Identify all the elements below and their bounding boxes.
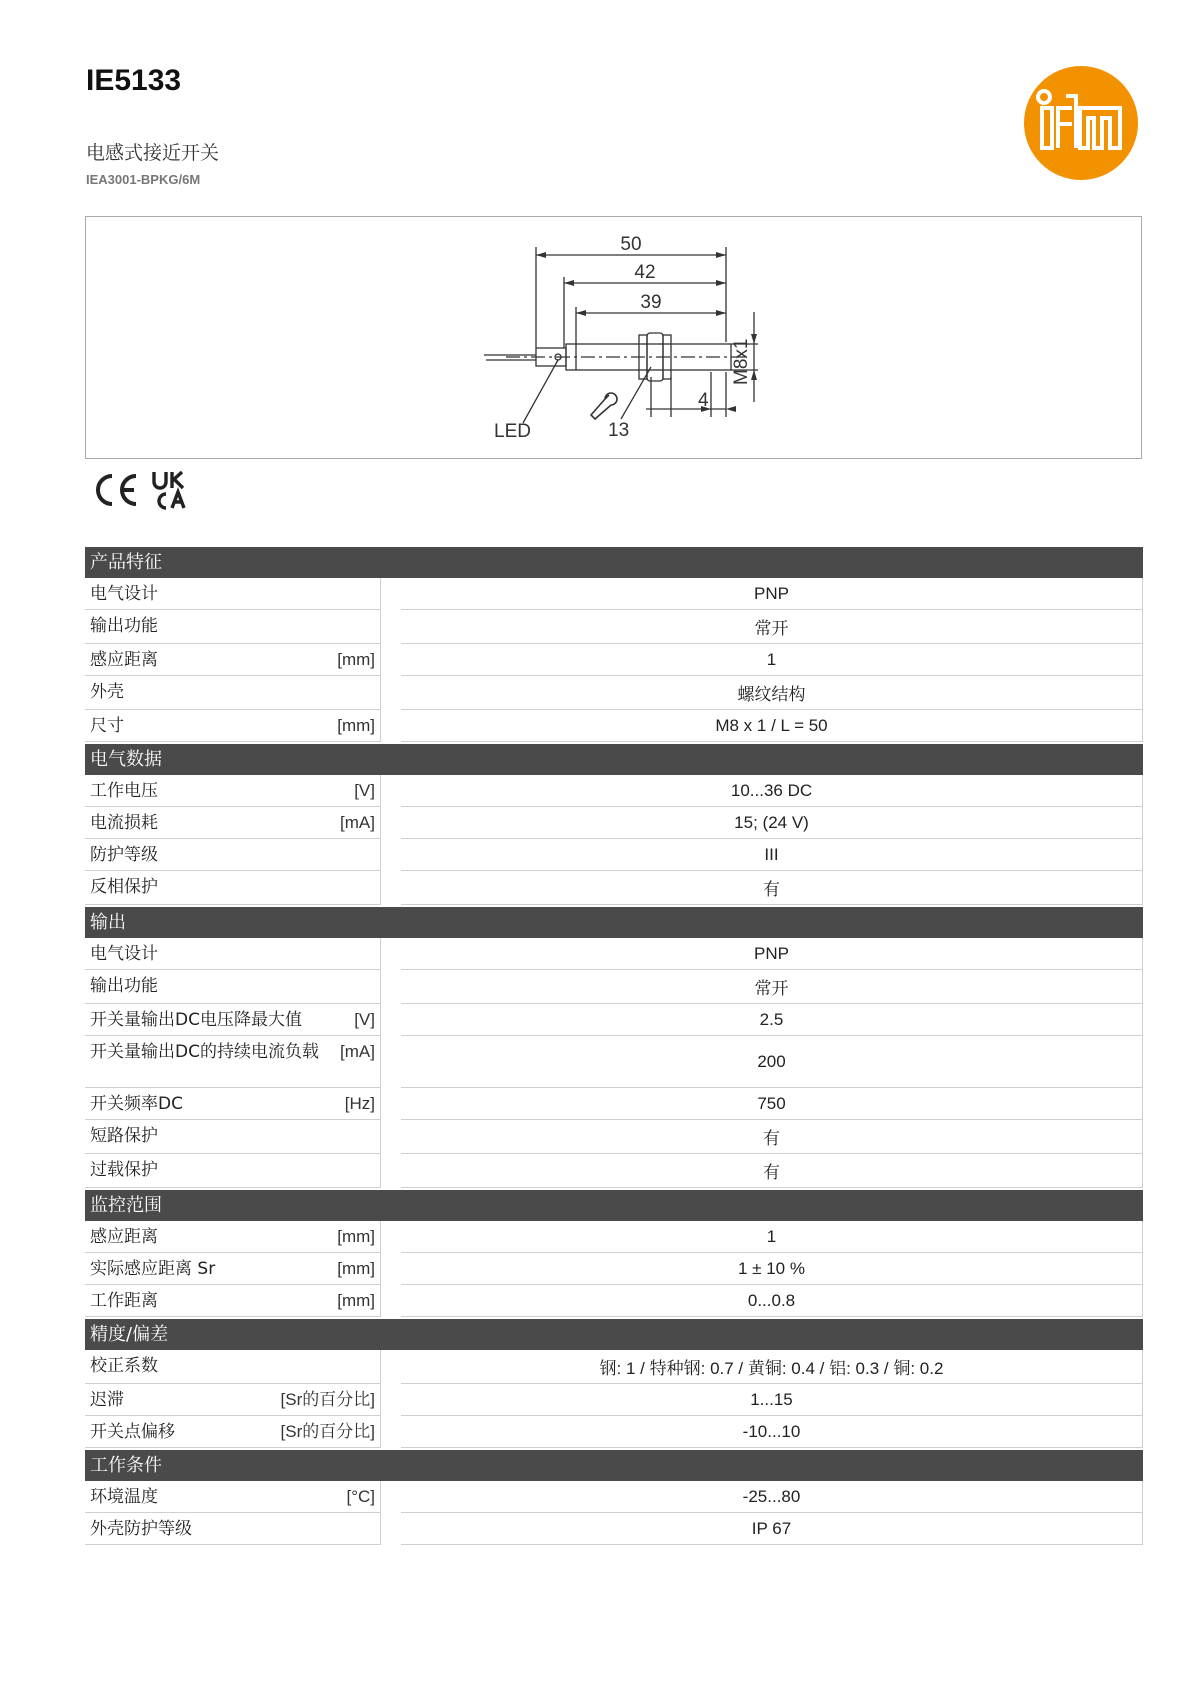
spec-row: [85, 1481, 1143, 1513]
spec-row: [85, 1513, 1143, 1545]
spec-label-cell: [85, 1088, 381, 1120]
spec-value: -25...80: [401, 1481, 1143, 1513]
dim-50-label: 50: [620, 234, 642, 255]
spec-unit: [mm]: [337, 650, 375, 669]
spec-value: 750: [401, 1088, 1143, 1120]
spec-unit: [V]: [354, 781, 375, 800]
spec-label: 开关量输出DC的持续电流负载: [90, 1042, 319, 1062]
spec-label-cell: [85, 1481, 381, 1513]
spec-unit: [mA]: [340, 813, 375, 832]
spec-row: [85, 1036, 1143, 1088]
dim-thread-label: M8x1: [731, 338, 752, 385]
spec-label: 反相保护: [90, 877, 158, 897]
section-header: 产品特征: [85, 547, 1143, 578]
spec-row: [85, 1416, 1143, 1448]
dimension-drawing: [85, 216, 1142, 459]
spec-row: [85, 1120, 1143, 1154]
spec-value: III: [401, 839, 1143, 871]
spec-label-cell: [85, 807, 381, 839]
spec-value: 1...15: [401, 1384, 1143, 1416]
spec-value: 有: [401, 1120, 1143, 1154]
section-header: 监控范围: [85, 1190, 1143, 1221]
spec-value: PNP: [401, 938, 1143, 970]
spec-value: 200: [401, 1036, 1143, 1088]
spec-label-cell: [85, 610, 381, 644]
spec-row: [85, 1384, 1143, 1416]
spec-label: 电气设计: [90, 584, 158, 604]
spec-label: 工作距离: [90, 1291, 158, 1311]
spec-label-cell: [85, 710, 381, 742]
spec-value: 1 ± 10 %: [401, 1253, 1143, 1285]
spec-value: 1: [401, 1221, 1143, 1253]
spec-row: [85, 1350, 1143, 1384]
spec-label-cell: [85, 1154, 381, 1188]
spec-unit: [V]: [354, 1010, 375, 1029]
spec-row: [85, 839, 1143, 871]
spec-label-cell: [85, 676, 381, 710]
spec-unit: [mm]: [337, 1259, 375, 1278]
spec-unit: [Sr的百分比]: [280, 1422, 375, 1441]
product-subtitle: 电感式接近开关: [86, 142, 220, 164]
wrench-icon: [591, 393, 617, 419]
spec-unit: [Hz]: [344, 1094, 375, 1113]
spec-label-cell: [85, 1120, 381, 1154]
spec-unit: [mA]: [340, 1042, 375, 1061]
spec-value: 10...36 DC: [401, 775, 1143, 807]
spec-label: 电气设计: [90, 944, 158, 964]
spec-value: 钢: 1 / 特种钢: 0.7 / 黄铜: 0.4 / 铝: 0.3 / 铜: 0.2: [401, 1350, 1143, 1384]
product-title: IE5133: [86, 64, 182, 97]
spec-row: [85, 807, 1143, 839]
spec-label: 开关量输出DC电压降最大值: [90, 1010, 302, 1030]
spec-label: 实际感应距离 Sr: [90, 1259, 216, 1279]
ukca-mark: [154, 472, 184, 508]
ce-mark: [98, 476, 112, 504]
spec-label-cell: [85, 1004, 381, 1036]
spec-label: 开关点偏移: [90, 1422, 175, 1442]
spec-row: [85, 578, 1143, 610]
dim-13-label: 13: [608, 420, 630, 441]
spec-label: 外壳防护等级: [90, 1519, 192, 1539]
dim-4-label: 4: [698, 390, 709, 411]
spec-label-cell: [85, 839, 381, 871]
spec-label-cell: [85, 1221, 381, 1253]
certification-marks: [92, 468, 202, 512]
spec-label-cell: [85, 1253, 381, 1285]
spec-label-cell: [85, 1036, 381, 1088]
spec-value: 0...0.8: [401, 1285, 1143, 1317]
spec-row: [85, 710, 1143, 742]
spec-row: [85, 644, 1143, 676]
spec-row: [85, 775, 1143, 807]
spec-row: [85, 970, 1143, 1004]
spec-unit: [mm]: [337, 1291, 375, 1310]
spec-row: [85, 1088, 1143, 1120]
spec-label-cell: [85, 1384, 381, 1416]
spec-label-cell: [85, 871, 381, 905]
spec-label: 尺寸: [90, 716, 124, 736]
spec-row: [85, 610, 1143, 644]
spec-value: 常开: [401, 610, 1143, 644]
spec-value: PNP: [401, 578, 1143, 610]
spec-value: 有: [401, 1154, 1143, 1188]
spec-value: 常开: [401, 970, 1143, 1004]
section-header: 输出: [85, 907, 1143, 938]
spec-label-cell: [85, 578, 381, 610]
spec-label-cell: [85, 644, 381, 676]
spec-unit: [Sr的百分比]: [280, 1390, 375, 1409]
spec-unit: [mm]: [337, 716, 375, 735]
spec-value: 2.5: [401, 1004, 1143, 1036]
spec-label: 短路保护: [90, 1126, 158, 1146]
section-header: 工作条件: [85, 1450, 1143, 1481]
spec-label: 输出功能: [90, 976, 158, 996]
spec-row: [85, 1004, 1143, 1036]
ifm-logo: [1022, 64, 1140, 182]
spec-value: M8 x 1 / L = 50: [401, 710, 1143, 742]
spec-row: [85, 1285, 1143, 1317]
spec-label: 过载保护: [90, 1160, 158, 1180]
spec-label: 迟滞: [90, 1390, 124, 1410]
spec-label-cell: [85, 775, 381, 807]
spec-label: 输出功能: [90, 616, 158, 636]
spec-label: 开关频率DC: [90, 1094, 183, 1114]
spec-label: 感应距离: [90, 1227, 158, 1247]
spec-unit: [°C]: [346, 1487, 375, 1506]
section-header: 电气数据: [85, 744, 1143, 775]
spec-row: [85, 871, 1143, 905]
article-number: IEA3001-BPKG/6M: [86, 172, 201, 187]
spec-row: [85, 1221, 1143, 1253]
spec-value: IP 67: [401, 1513, 1143, 1545]
spec-label: 外壳: [90, 682, 124, 702]
spec-value: 15; (24 V): [401, 807, 1143, 839]
spec-label-cell: [85, 938, 381, 970]
spec-unit: [mm]: [337, 1227, 375, 1246]
spec-row: [85, 1154, 1143, 1188]
spec-row: [85, 676, 1143, 710]
spec-label: 感应距离: [90, 650, 158, 670]
dim-42-label: 42: [634, 262, 656, 283]
spec-value: 螺纹结构: [401, 676, 1143, 710]
spec-label-cell: [85, 1285, 381, 1317]
spec-label-cell: [85, 1350, 381, 1384]
spec-label: 电流损耗: [90, 813, 158, 833]
spec-row: [85, 938, 1143, 970]
spec-label: 环境温度: [90, 1487, 158, 1507]
spec-row: [85, 1253, 1143, 1285]
spec-value: 有: [401, 871, 1143, 905]
spec-label-cell: [85, 970, 381, 1004]
spec-value: -10...10: [401, 1416, 1143, 1448]
dim-39-label: 39: [640, 292, 662, 313]
specifications-table: [85, 545, 1143, 1545]
spec-value: 1: [401, 644, 1143, 676]
led-label: LED: [494, 421, 531, 442]
spec-label: 校正系数: [90, 1356, 158, 1376]
section-header: 精度/偏差: [85, 1319, 1143, 1350]
spec-label: 工作电压: [90, 781, 158, 801]
spec-label: 防护等级: [90, 845, 158, 865]
spec-label-cell: [85, 1513, 381, 1545]
spec-label-cell: [85, 1416, 381, 1448]
